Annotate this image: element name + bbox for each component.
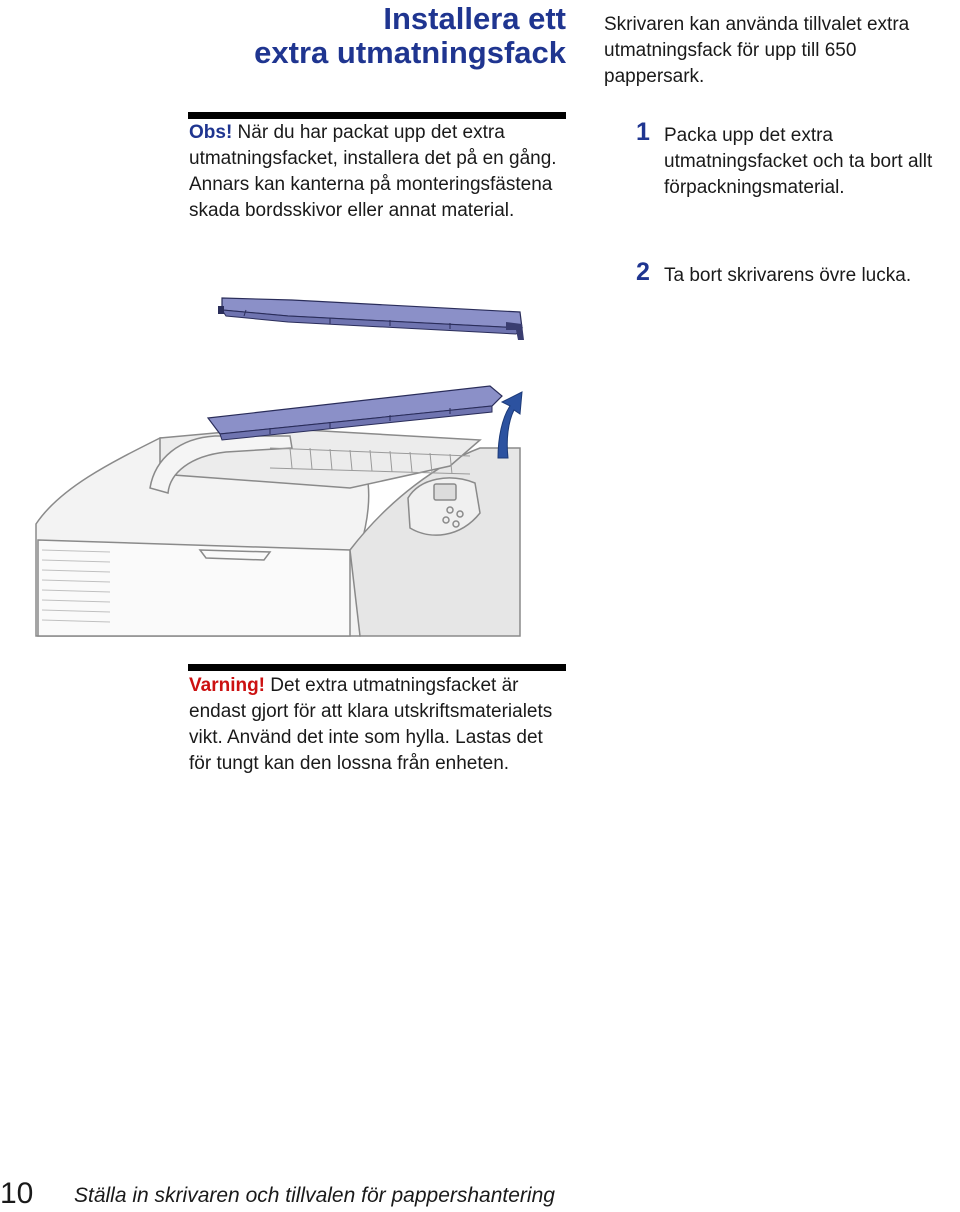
page-number: 10: [0, 1177, 34, 1210]
page-title-line-1: Installera ett: [383, 1, 566, 36]
step-1-text: Packa upp det extra utmatningsfacket och ta bort allt förpackningsmaterial.: [664, 125, 933, 198]
note-box: [189, 120, 565, 224]
step-2-number: 2: [636, 258, 650, 286]
note-divider: [188, 112, 566, 119]
step-2: [636, 258, 960, 289]
intro-paragraph: Skrivaren kan använda tillvalet extra utmatningsfack för upp till 650 pappersark.: [604, 14, 910, 87]
step-1: [636, 118, 960, 201]
footer-title: Ställa in skrivaren och tillvalen för pappershantering: [74, 1184, 555, 1207]
warning-box: [189, 673, 567, 777]
printer-body-drawing: [36, 428, 520, 636]
step-2-text: Ta bort skrivarens övre lucka.: [664, 265, 912, 286]
top-cover-drawing: [208, 386, 502, 440]
page-title-line-2: extra utmatningsfack: [254, 35, 566, 70]
warning-label: Varning!: [189, 675, 266, 696]
warning-divider: [188, 664, 566, 671]
note-text: När du har packat upp det extra utmatningsfacket, installera det på en gång. Annars kan kanterna på monteringsfästena skada bordsskivor eller annat material.: [189, 122, 557, 221]
printer-illustration: [30, 288, 540, 643]
step-1-number: 1: [636, 118, 650, 146]
warning-text: Det extra utmatningsfacket är endast gjort för att klara utskriftsmaterialets vikt. Använd det inte som hylla. Lastas det för tungt kan den lossna från enheten.: [189, 675, 553, 774]
note-label: Obs!: [189, 122, 233, 143]
output-tray-drawing: [218, 298, 524, 340]
page-title: [200, 2, 566, 70]
